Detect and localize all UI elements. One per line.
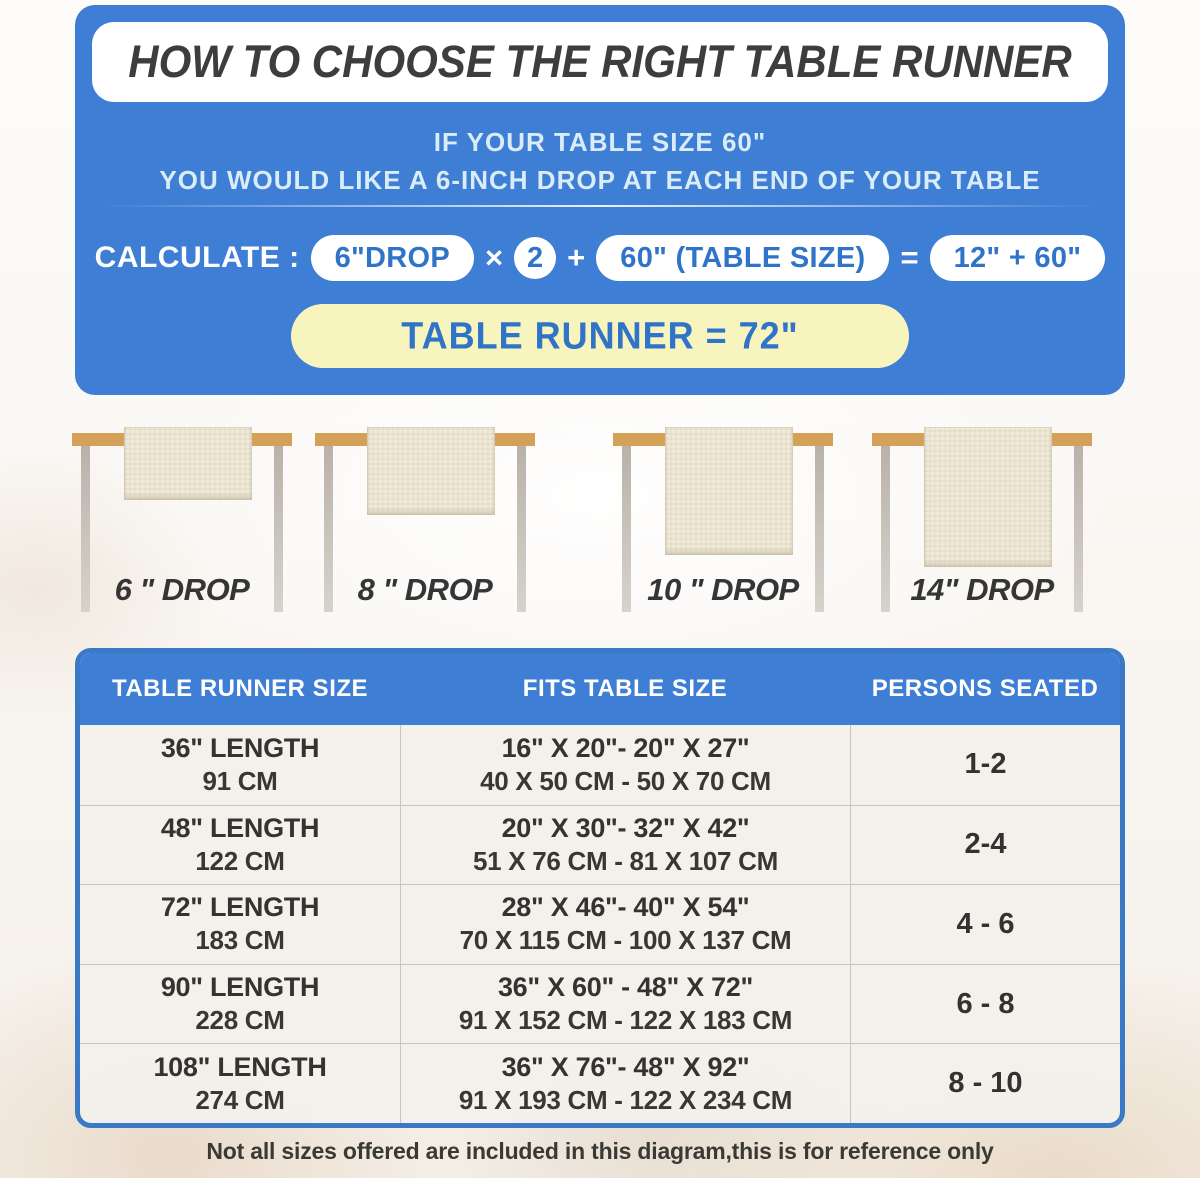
drop-label: 8 " DROP bbox=[357, 572, 493, 607]
multiply-operator: × bbox=[485, 240, 504, 275]
persons-cell bbox=[850, 885, 1120, 964]
runner-length-inches: 72" LENGTH bbox=[160, 892, 320, 923]
persons-value: 6 - 8 bbox=[956, 987, 1015, 1020]
persons-cell bbox=[850, 806, 1120, 885]
runner-length-cm: 91 CM bbox=[202, 765, 278, 796]
calculation-row bbox=[75, 233, 1125, 283]
fits-cm: 51 X 76 CM - 81 X 107 CM bbox=[473, 845, 778, 876]
table-size-pill: 60" (TABLE SIZE) bbox=[596, 235, 889, 281]
multiplier-badge: 2 bbox=[514, 237, 556, 279]
subtitle-line-2: YOU WOULD LIKE A 6-INCH DROP AT EACH END OF YOUR TABLE bbox=[159, 165, 1041, 195]
table-row bbox=[80, 884, 1120, 964]
size-table-header bbox=[80, 653, 1120, 725]
result-banner bbox=[291, 304, 909, 368]
header-persons-seated: PERSONS SEATED bbox=[871, 675, 1099, 702]
persons-value: 2-4 bbox=[964, 828, 1007, 861]
persons-value: 1-2 bbox=[964, 748, 1007, 781]
runner-length-inches: 90" LENGTH bbox=[160, 972, 320, 1003]
persons-cell bbox=[850, 965, 1120, 1044]
runner-length-inches: 108" LENGTH bbox=[153, 1051, 327, 1082]
size-table-body bbox=[80, 725, 1120, 1123]
table-runner-illustration bbox=[367, 427, 495, 515]
runner-length-cm: 183 CM bbox=[195, 925, 285, 956]
fits-inches: 28" X 46"- 40" X 54" bbox=[501, 892, 750, 923]
fits-size-cell bbox=[400, 965, 850, 1044]
fits-inches: 36" X 76"- 48" X 92" bbox=[501, 1051, 750, 1082]
table-runner-illustration bbox=[924, 427, 1052, 567]
drop-label: 10 " DROP bbox=[647, 572, 799, 607]
table-runner-illustration bbox=[124, 427, 252, 500]
sum-pill: 12" + 60" bbox=[930, 235, 1106, 281]
equals-operator: = bbox=[900, 240, 919, 275]
runner-size-cell bbox=[80, 965, 400, 1044]
runner-length-inches: 36" LENGTH bbox=[160, 732, 320, 763]
drop-pill: 6"DROP bbox=[311, 235, 474, 281]
persons-cell bbox=[850, 725, 1120, 805]
persons-value: 4 - 6 bbox=[956, 907, 1015, 940]
fits-inches: 36" X 60" - 48" X 72" bbox=[497, 972, 754, 1003]
fits-size-cell bbox=[400, 1044, 850, 1123]
runner-size-cell bbox=[80, 725, 400, 805]
table-row bbox=[80, 805, 1120, 885]
drop-figure-10 bbox=[613, 420, 833, 620]
fits-cm: 70 X 115 CM - 100 X 137 CM bbox=[459, 925, 792, 956]
runner-size-cell bbox=[80, 806, 400, 885]
fits-inches: 20" X 30"- 32" X 42" bbox=[501, 812, 750, 843]
table-row bbox=[80, 1043, 1120, 1123]
drop-label: 14" DROP bbox=[910, 572, 1054, 607]
drop-label: 6 " DROP bbox=[114, 572, 250, 607]
fits-size-cell bbox=[400, 806, 850, 885]
size-table bbox=[75, 648, 1125, 1128]
table-row bbox=[80, 964, 1120, 1044]
runner-length-inches: 48" LENGTH bbox=[160, 812, 320, 843]
title-banner bbox=[92, 22, 1108, 102]
divider-line bbox=[99, 205, 1101, 207]
runner-length-cm: 122 CM bbox=[195, 845, 285, 876]
subtitle-line-1: IF YOUR TABLE SIZE 60" bbox=[433, 127, 767, 157]
persons-cell bbox=[850, 1044, 1120, 1123]
footer-note: Not all sizes offered are included in this diagram,this is for reference only bbox=[206, 1138, 994, 1164]
runner-length-cm: 228 CM bbox=[195, 1005, 285, 1036]
hero-panel bbox=[75, 5, 1125, 395]
page-title: HOW TO CHOOSE THE RIGHT TABLE RUNNER bbox=[128, 36, 1072, 87]
plus-operator: + bbox=[567, 240, 586, 275]
fits-cm: 40 X 50 CM - 50 X 70 CM bbox=[480, 765, 771, 796]
table-row bbox=[80, 725, 1120, 805]
persons-value: 8 - 10 bbox=[948, 1067, 1023, 1100]
runner-size-cell bbox=[80, 1044, 400, 1123]
calculate-label: CALCULATE : bbox=[94, 241, 300, 274]
drop-figure-6 bbox=[72, 420, 292, 620]
fits-size-cell bbox=[400, 885, 850, 964]
fits-size-cell bbox=[400, 725, 850, 805]
runner-size-cell bbox=[80, 885, 400, 964]
result-text: TABLE RUNNER = 72" bbox=[401, 313, 799, 357]
table-runner-illustration bbox=[665, 427, 793, 555]
fits-cm: 91 X 193 CM - 122 X 234 CM bbox=[458, 1084, 793, 1115]
runner-length-cm: 274 CM bbox=[195, 1084, 285, 1115]
fits-cm: 91 X 152 CM - 122 X 183 CM bbox=[458, 1005, 793, 1036]
header-runner-size: TABLE RUNNER SIZE bbox=[111, 675, 369, 702]
header-fits-table-size: FITS TABLE SIZE bbox=[522, 675, 728, 702]
fits-inches: 16" X 20"- 20" X 27" bbox=[501, 732, 750, 763]
drop-figure-14 bbox=[872, 420, 1092, 620]
drop-figure-8 bbox=[315, 420, 535, 620]
